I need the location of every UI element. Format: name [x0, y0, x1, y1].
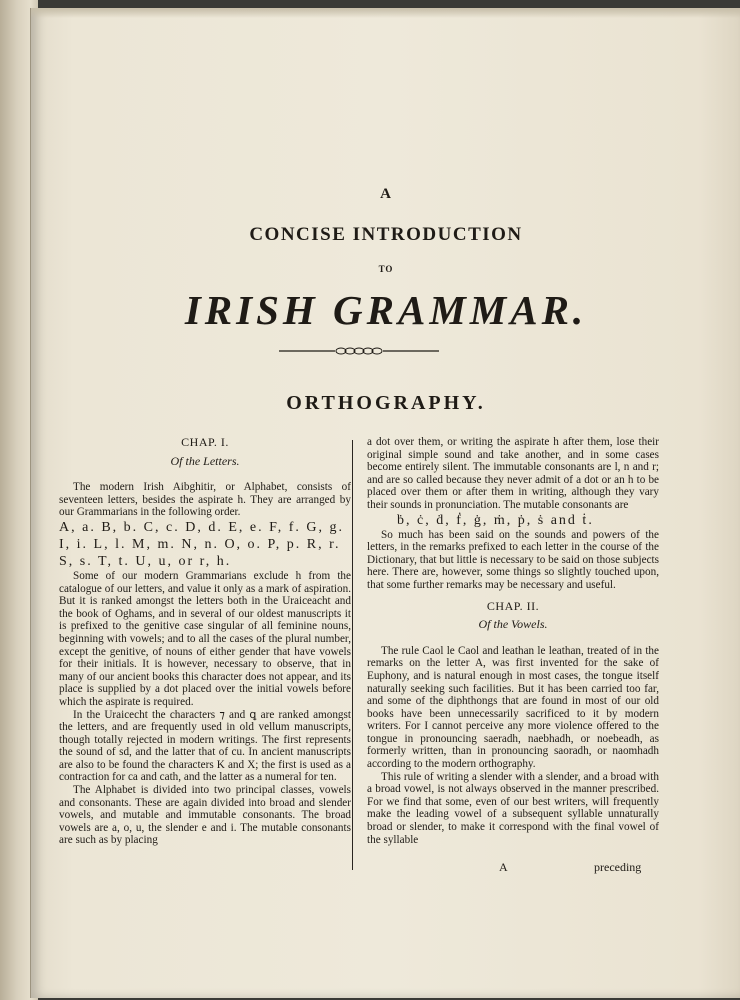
ornament-rule-icon — [279, 344, 439, 358]
paragraph-continued: a dot over them, or writing the aspirate h after them, lose their original simple sound and take another, and in some cases become entirely silent. The immutable consonants are l, n and r; and are so called because they never admit of a dot or an h to be placed over them or after them in writing, although they vary their sounds in pronunciation. The mutable consonants are — [367, 436, 659, 511]
paragraph-aspirate: Some of our modern Grammarians exclude h from the catalogue of our letters, and value it only as a mark of aspiration. But it is ranked amongst the letters both in the Uraiceacht and the book of Oghams, and in several of our oldest manuscripts it is prefixed to the genitive case singular of all feminine nouns, beginning with vowels; and to all the cases of the plural number, except the genitive, of nouns of either gender that have vowels for their initials. It is however, necessary to observe, that in many of our ancient books this character does not appear, and its place is supplied by a dot placed over the initial vowels before which the aspirate is required. — [59, 569, 351, 708]
page-top-shadow — [31, 8, 740, 18]
section-title-orthography: ORTHOGRAPHY. — [286, 392, 486, 414]
title-concise-introduction: CONCISE INTRODUCTION — [249, 224, 523, 245]
title-line-a: A — [380, 186, 392, 202]
chapter-subtitle-2: Of the Vowels. — [478, 617, 548, 632]
catchword: preceding — [594, 860, 642, 874]
chapter-heading-1: CHAP. I. — [181, 435, 229, 449]
book-page — [30, 8, 740, 998]
chapter-heading-2: CHAP. II. — [486, 598, 540, 613]
paragraph-dictionary-remarks: So much has been said on the sounds and powers of the letters, in the remarks prefixed to each letter in the course of the Dictionary, that but little is necessary to be said on those subjects here. There are, however, some things so slightly touched upon, that some further remarks may be necessary and useful. — [367, 528, 659, 591]
paragraph-slender-broad-rule: This rule of writing a slender with a slender, and a broad with a broad vowel, is not always observed in the manner prescribed. For we find that some, even of our best writers, will frequently make the leading vowel of a subsequent syllable unnaturally broad or slender, to make it correspond with the final vowel of the syllable — [367, 770, 659, 846]
paragraph-caol-le-caol: The rule Caol le Caol and leathan le leathan, treated of in the remarks on the letter A, was first invented for the sake of Euphony, and is natural enough in most cases, the tongue itself naturally seeking such facilities. But it has been carried too far, and some of the diphthongs that are found in most of our old books have been unnecessarily sacrificed to it by modern writers. For I cannot perceive any more violence offered to the tongue in pronouncing saeradh, naebhadh, or noebeadh, as formerly written, than in pronouncing saoradh, or naomhadh according to the modern orthography. — [367, 644, 659, 771]
mutable-consonants-list: ḃ, ċ, ḋ, ḟ, ġ, ṁ, ṗ, ṡ and ṫ. — [397, 512, 594, 528]
column-divider — [352, 440, 353, 870]
signature-mark: A — [499, 860, 508, 874]
paragraph-uraicecht: In the Uraicecht the characters ⁊ and ꝗ are ranked amongst the letters, and are frequently used in old vellum manuscripts, though totally rejected in modern writings. The first represents the sound of sd, and the latter that of cu. In ancient manuscripts are also to be found the characters K and X; the first is used as a contraction for ca and cath, and the latter as a numeral for ten. — [59, 708, 351, 784]
title-to: TO — [378, 264, 394, 274]
title-irish-grammar: IRISH GRAMMAR. — [184, 287, 588, 333]
chapter-subtitle-1: Of the Letters. — [170, 453, 240, 468]
paragraph-alphabet-intro: The modern Irish Aibghitir, or Alphabet, consists of seventeen letters, besides the aspirate h. They are arranged by our Grammarians in the following order. — [59, 481, 351, 519]
irish-alphabet-letters: A, a. B, b. C, c. D, d. E, e. F, f. G, g. I, i. L, l. M, m. N, n. O, o. P, p. R, r. S, s. T, t. U, u, or r, h. — [59, 519, 345, 569]
left-column — [59, 436, 351, 847]
paragraph-vowels-consonants: The Alphabet is divided into two principal classes, vowels and consonants. These are again divided into broad and slender vowels, and mutable and immutable consonants. The broad vowels are a, o, u, the slender e and i. The mutable consonants are such as by placing — [59, 784, 351, 847]
right-column — [367, 436, 659, 846]
